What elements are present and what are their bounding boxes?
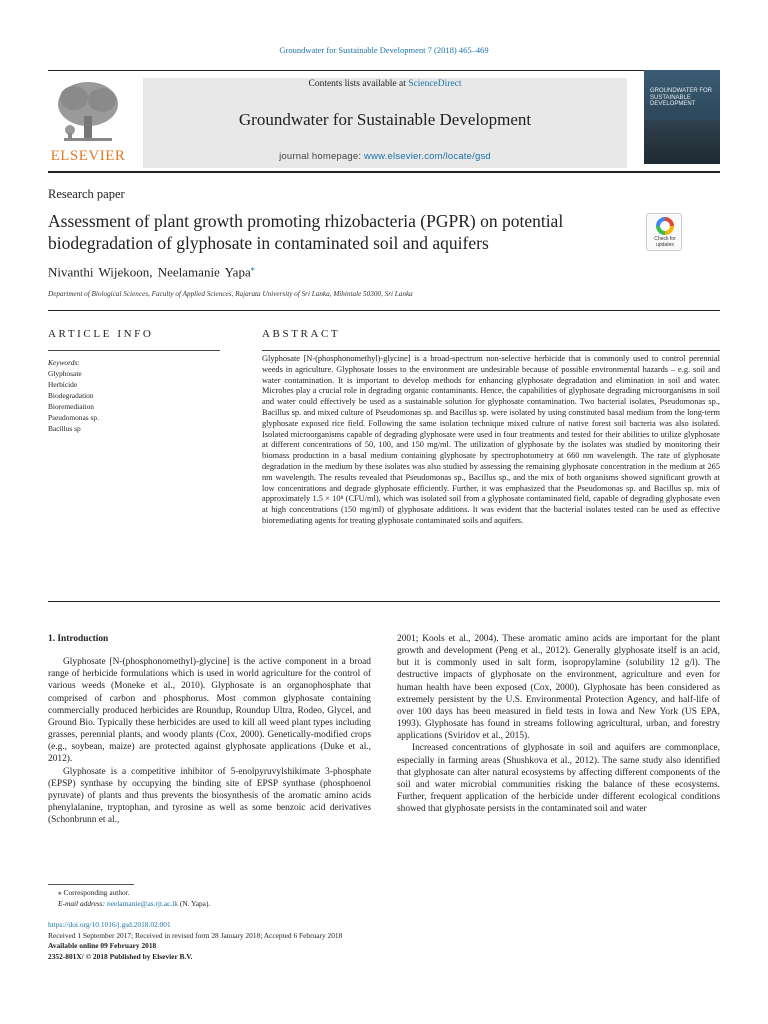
keywords-list [48,357,220,434]
author-list [48,264,255,280]
footnote-rule [48,884,134,885]
cover-title: GROUNDWATER FOR SUSTAINABLE DEVELOPMENT [650,88,712,107]
body-column-left [48,633,371,826]
intro-paragraph-2: Glyphosate is a competitive inhibitor of 5-enolpyruvylshikimate 3-phosphate (EPSP) synthase by occupying the binding site of EPSP synthase (phosphoenol pyruvate) of plants and thus prevents the biosynthesis of the aromatic amino acids phenylalanine, tryptophan, and tyrosine as well as some benzoic acid derivatives (Schonbrunn et al., [48,766,371,826]
journal-cover-image[interactable] [644,70,720,164]
authors-text[interactable]: Nivanthi Wijekoon, Neelamanie Yapa [48,264,251,280]
intro-paragraph-3: 2001; Kools et al., 2004). These aromatic amino acids are important for the plant growth and development (Peng et al., 2012). Generally glyphosate itself is an acid, but it is commonly used in salt form, isopropylamine (solubility 12 g/l). The destructive impacts of glyphosate on the environment, agriculture and even for human health have been exposed (Cox, 2000). Glyphosate has been considered as extremely persistent by the U.S. Environmental Protection Agency, and half-life of over 100 days has been measured in field tests in Iowa and New York (US EPA, 1993). Glyphosate has found in streams following agricultural, urban, and forestry applications (Sviridov et al., 2015). [397,634,720,742]
top-rule [48,70,720,71]
check-updates-icon [656,217,674,235]
intro-paragraph-1: Glyphosate [N-(phosphonomethyl)-glycine] is the active component in a broad range of herbicide formulations which is used in world agriculture for the control of various weeds (Moneke et al., 2010). Glyphosate is an organophosphate that comprised of carbon and phosphorus. Most common glyphosate containing commercially produced herbicides are Roundup, Roundup Ultra, Rodeo, Glycel, and Ground Bio. Typically these herbicides are used to kill all weed plant types including grasses, perennial plants, and woody plants (Cox, 2000). Genetically-modified crops (e.g., soybean, maize) are protected against glyphosate applications (Duke et al., 2012). [48,657,371,765]
body-column-right [397,633,720,815]
keyword-item: Glyphosate [48,369,82,378]
journal-title[interactable]: Groundwater for Sustainable Development [238,110,532,129]
intro-paragraph-4: Increased concentrations of glyphosate in soil and aquifers are commonplace, especially in farming areas (Shushkova et al., 2012). The same study also identified that glyphosate can alter natural ecosystems by affecting different components of the soil and water microbial communities risking the balance of these ecosystems. Further, frequent application of the herbicide under different ecological conditions showed that glyphosate persists in the contaminated soil and water [397,743,720,815]
abstract-bottom-rule [48,601,720,602]
corresponding-author-mark[interactable]: ⁎ [250,264,255,273]
elsevier-wordmark[interactable]: ELSEVIER [50,148,126,164]
journal-citation[interactable]: Groundwater for Sustainable Development 7 (2018) 465–469 [279,45,489,55]
check-updates-label: Check for updates [654,236,676,248]
abstract-heading: ABSTRACT [262,328,341,340]
footnotes [58,888,210,909]
keyword-item: Bioremediation [48,402,94,411]
article-footer [48,920,342,962]
email-label: E-mail address: [58,898,107,908]
affiliation-rule [48,310,720,311]
homepage-link[interactable]: www.elsevier.com/locate/gsd [364,151,491,162]
keyword-item: Herbicide [48,380,78,389]
section-heading-introduction: 1. Introduction [48,634,109,644]
received-dates: Received 1 September 2017; Received in revised form 28 January 2018; Accepted 6 February 2018 [48,930,343,940]
email-note [58,899,210,910]
header-rule [48,171,720,173]
tree-icon [48,78,128,146]
check-for-updates-button[interactable] [646,213,682,251]
keyword-item: Bacillus sp [48,424,81,433]
cover-bottom [644,120,720,164]
email-link[interactable]: neelamanie@as.rjt.ac.lk [107,898,179,908]
keywords-label: Keywords: [48,358,80,367]
journal-homepage [143,151,627,162]
article-title: Assessment of plant growth promoting rhizobacteria (PGPR) on potential biodegradation of glyphosate in contaminated soil and aquifers [48,211,564,253]
contents-prefix: Contents lists available at [308,79,409,89]
abstract-rule [262,350,720,351]
article-info-rule [48,350,220,351]
contents-line [143,79,627,89]
section-type: Research paper [48,187,125,201]
available-online: Available online 09 February 2018 [48,941,157,951]
email-suffix: (N. Yapa). [178,898,211,908]
sciencedirect-link[interactable]: ScienceDirect [408,79,462,89]
abstract-text: Glyphosate [N-(phosphonomethyl)-glycine] is a broad-spectrum non-selective herbicide that is commonly used to control perennial weeds in agriculture. Glyphosate losses to the environment are undesirable because of possible environmental hazards – e.g. soil and water contamination. It is important to develop methods for enhancing glyphosate degradation and elimination in soil and water. Microbes play a crucial role in degrading organic contaminants. Hence, the capabilities of glyphosate degrading microorganisms in soil and water could effectively be used as a sustainable solution for glyphosate contamination. Two bacterial isolates, Pseudomonas sp., Bacillus sp. and mixed culture of Pseudomonas sp. and Bacillus sp. were isolated by using constituted basal medium from the long-term glyphosate exposed rice field. Following the same isolation technique mixed culture of native forest soil bacteria was also isolated. Isolated microorganisms capable of degrading glyphosate were used in four treatments and tested for their abilities to utilize glyphosate at different concentrations of 50, 100, and 150 mg/ml. The utilization of glyphosate by the isolates was studied by monitoring their biomass production in a basal medium containing glyphosate by spectrophotometry at 660 nm wavelength. The rate of glyphosate degradation in the medium by these isolates was also studied by assessing the remaining glyphosate concentration in the medium at 265 nm wavelength. The results revealed that Pseudomonas sp., Bacillus sp., and the mix of both organisms showed significant growth at low concentrations and degrade glyphosate efficiently. Further, it was emphasized that the Pseudomonas sp. and Bacillus sp. mix of approximately 1.5 × 10⁸ (CFU/ml), which was isolated soil from a glyphosate contaminated field, capable of degrading glyphosate even at high concentrations (150 mg/ml) of glyphosate additions. It was evident that the bacterial isolates tested can be used as effective bioremediating agents for treating glyphosate contaminated soils and aquifers. [262,354,720,525]
affiliation: Department of Biological Sciences, Faculty of Applied Sciences, Rajarata University of Sri Lanka, Mihintale 50300, Sri Lanka [48,290,413,298]
homepage-prefix: journal homepage: [279,151,365,162]
issn-copyright: 2352-801X/ © 2018 Published by Elsevier B.V. [48,951,193,961]
corresponding-author-note: ⁎ Corresponding author. [58,888,130,897]
keyword-item: Biodegradation [48,391,94,400]
keyword-item: Pseudomonas sp. [48,413,99,422]
doi-link[interactable]: https://doi.org/10.1016/j.gsd.2018.02.001 [48,920,171,929]
article-info-heading: ARTICLE INFO [48,328,154,340]
